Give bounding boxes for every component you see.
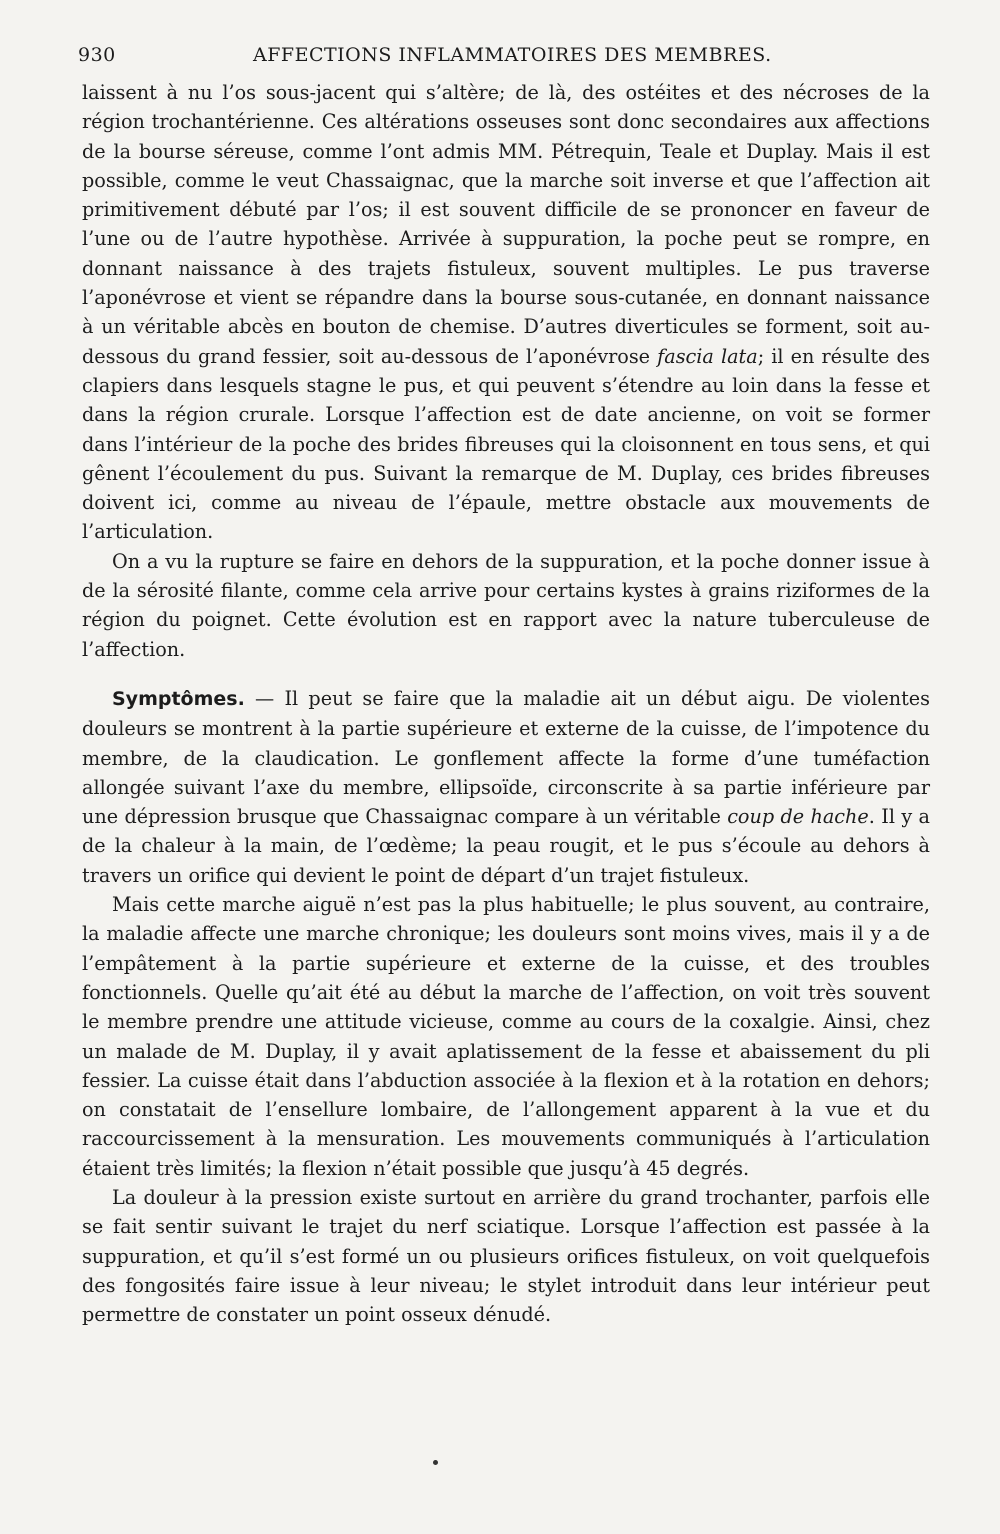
page-body	[82, 78, 930, 1329]
text-run: . Il y a de la chaleur à la main, de l’œdème; la peau rougit, et le pus s’écoule au dehors à travers un orifice qui devient le point de départ d’un trajet fistuleux.	[82, 805, 931, 887]
running-title: AFFECTIONS INFLAMMATOIRES DES MEMBRES.	[253, 44, 772, 66]
text-run: La douleur à la pression existe surtout en arrière du grand trochanter, parfois elle se fait sentir suivant le trajet du nerf sciatique. Lorsque l’affection est passée à la suppuration, et qu’il s’est formé un ou plusieurs orifices fistuleux, on voit quelquefois des fongosités faire issue à leur niveau; le stylet introduit dans leur intérieur peut permettre de constater un point osseux dénudé.	[82, 1185, 930, 1327]
running-header	[78, 44, 948, 74]
paragraph-1	[82, 78, 930, 547]
italic-term: coup de hache	[727, 805, 869, 829]
paragraph-5	[82, 1183, 930, 1329]
paragraph-4	[82, 890, 930, 1183]
text-run: — Il peut se faire que la maladie ait un début aigu. De violentes douleurs se montrent à la partie supérieure et externe de la cuisse, de l’impotence du membre, de la claudication. Le gonflement affecte la forme d’une tuméfaction allongée suivant l’axe du membre, ellipsoïde, circonscrite à sa partie inférieure par une dépression brusque que Chassaignac compare à un véritable	[82, 686, 930, 829]
paragraph-3	[82, 684, 930, 890]
text-run: On a vu la rupture se faire en dehors de la suppuration, et la poche donner issue à de la sérosité filante, comme cela arrive pour certains kystes à grains riziformes de la région du poignet. Cette évolution est en rapport avec la nature tuberculeuse de l’affection.	[82, 549, 930, 661]
text-run: laissent à nu l’os sous-jacent qui s’altère; de là, des ostéites et des nécroses de la région trochantérienne. Ces altérations osseuses sont donc secondaires aux affections de la bourse séreuse, comme l’ont admis MM. Pétrequin, Teale et Duplay. Mais il est possible, comme le veut Chassaignac, que la marche soit inverse et que l’affection ait primitivement débuté par l’os; il est souvent difficile de se prononcer en faveur de l’une ou de l’autre hypothèse. Arrivée à suppuration, la poche peut se rompre, en donnant naissance à des trajets fistuleux, souvent multiples. Le pus traverse l’aponévrose et vient se répandre dans la bourse sous-cutanée, en donnant naissance à un véritable abcès en bouton de chemise. D’autres diverticules se forment, soit au-dessous du grand fessier, soit au-dessous de l’aponévrose	[82, 81, 930, 368]
text-run: Mais cette marche aiguë n’est pas la plus habituelle; le plus souvent, au contraire, la maladie affecte une marche chronique; les douleurs sont moins vives, mais il y a de l’empâtement à la partie supérieure et externe de la cuisse, et des troubles fonctionnels. Quelle qu’ait été au début la marche de l’affection, on voit très souvent le membre prendre une attitude vicieuse, comme au cours de la coxalgie. Ainsi, chez un malade de M. Duplay, il y avait aplatissement de la fesse et abaissement du pli fessier. La cuisse était dans l’abduction associée à la flexion et à la rotation en dehors; on constatait de l’ensellure lombaire, de l’allongement apparent à la vue et du raccourcissement à la mensuration. Les mouvements communiqués à l’articulation étaient très limités; la flexion n’était possible que jusqu’à 45 degrés.	[82, 893, 930, 1180]
page-number: 930	[78, 44, 116, 66]
italic-term: fascia lata	[657, 344, 758, 368]
paragraph-2	[82, 547, 930, 664]
text-run: ; il en résulte des clapiers dans lesquels stagne le pus, et qui peuvent s’étendre au loin dans la fesse et dans la région crurale. Lorsque l’affection est de date ancienne, on voit se former dans l’intérieur de la poche des brides fibreuses qui la cloisonnent en tous sens, et qui gênent l’écoulement du pus. Suivant la remarque de M. Duplay, ces brides fibreuses doivent ici, comme au niveau de l’épaule, mettre obstacle aux mouvements de l’articulation.	[82, 344, 930, 544]
section-heading: Symptômes.	[112, 687, 245, 710]
print-dot-mark	[433, 1460, 438, 1465]
